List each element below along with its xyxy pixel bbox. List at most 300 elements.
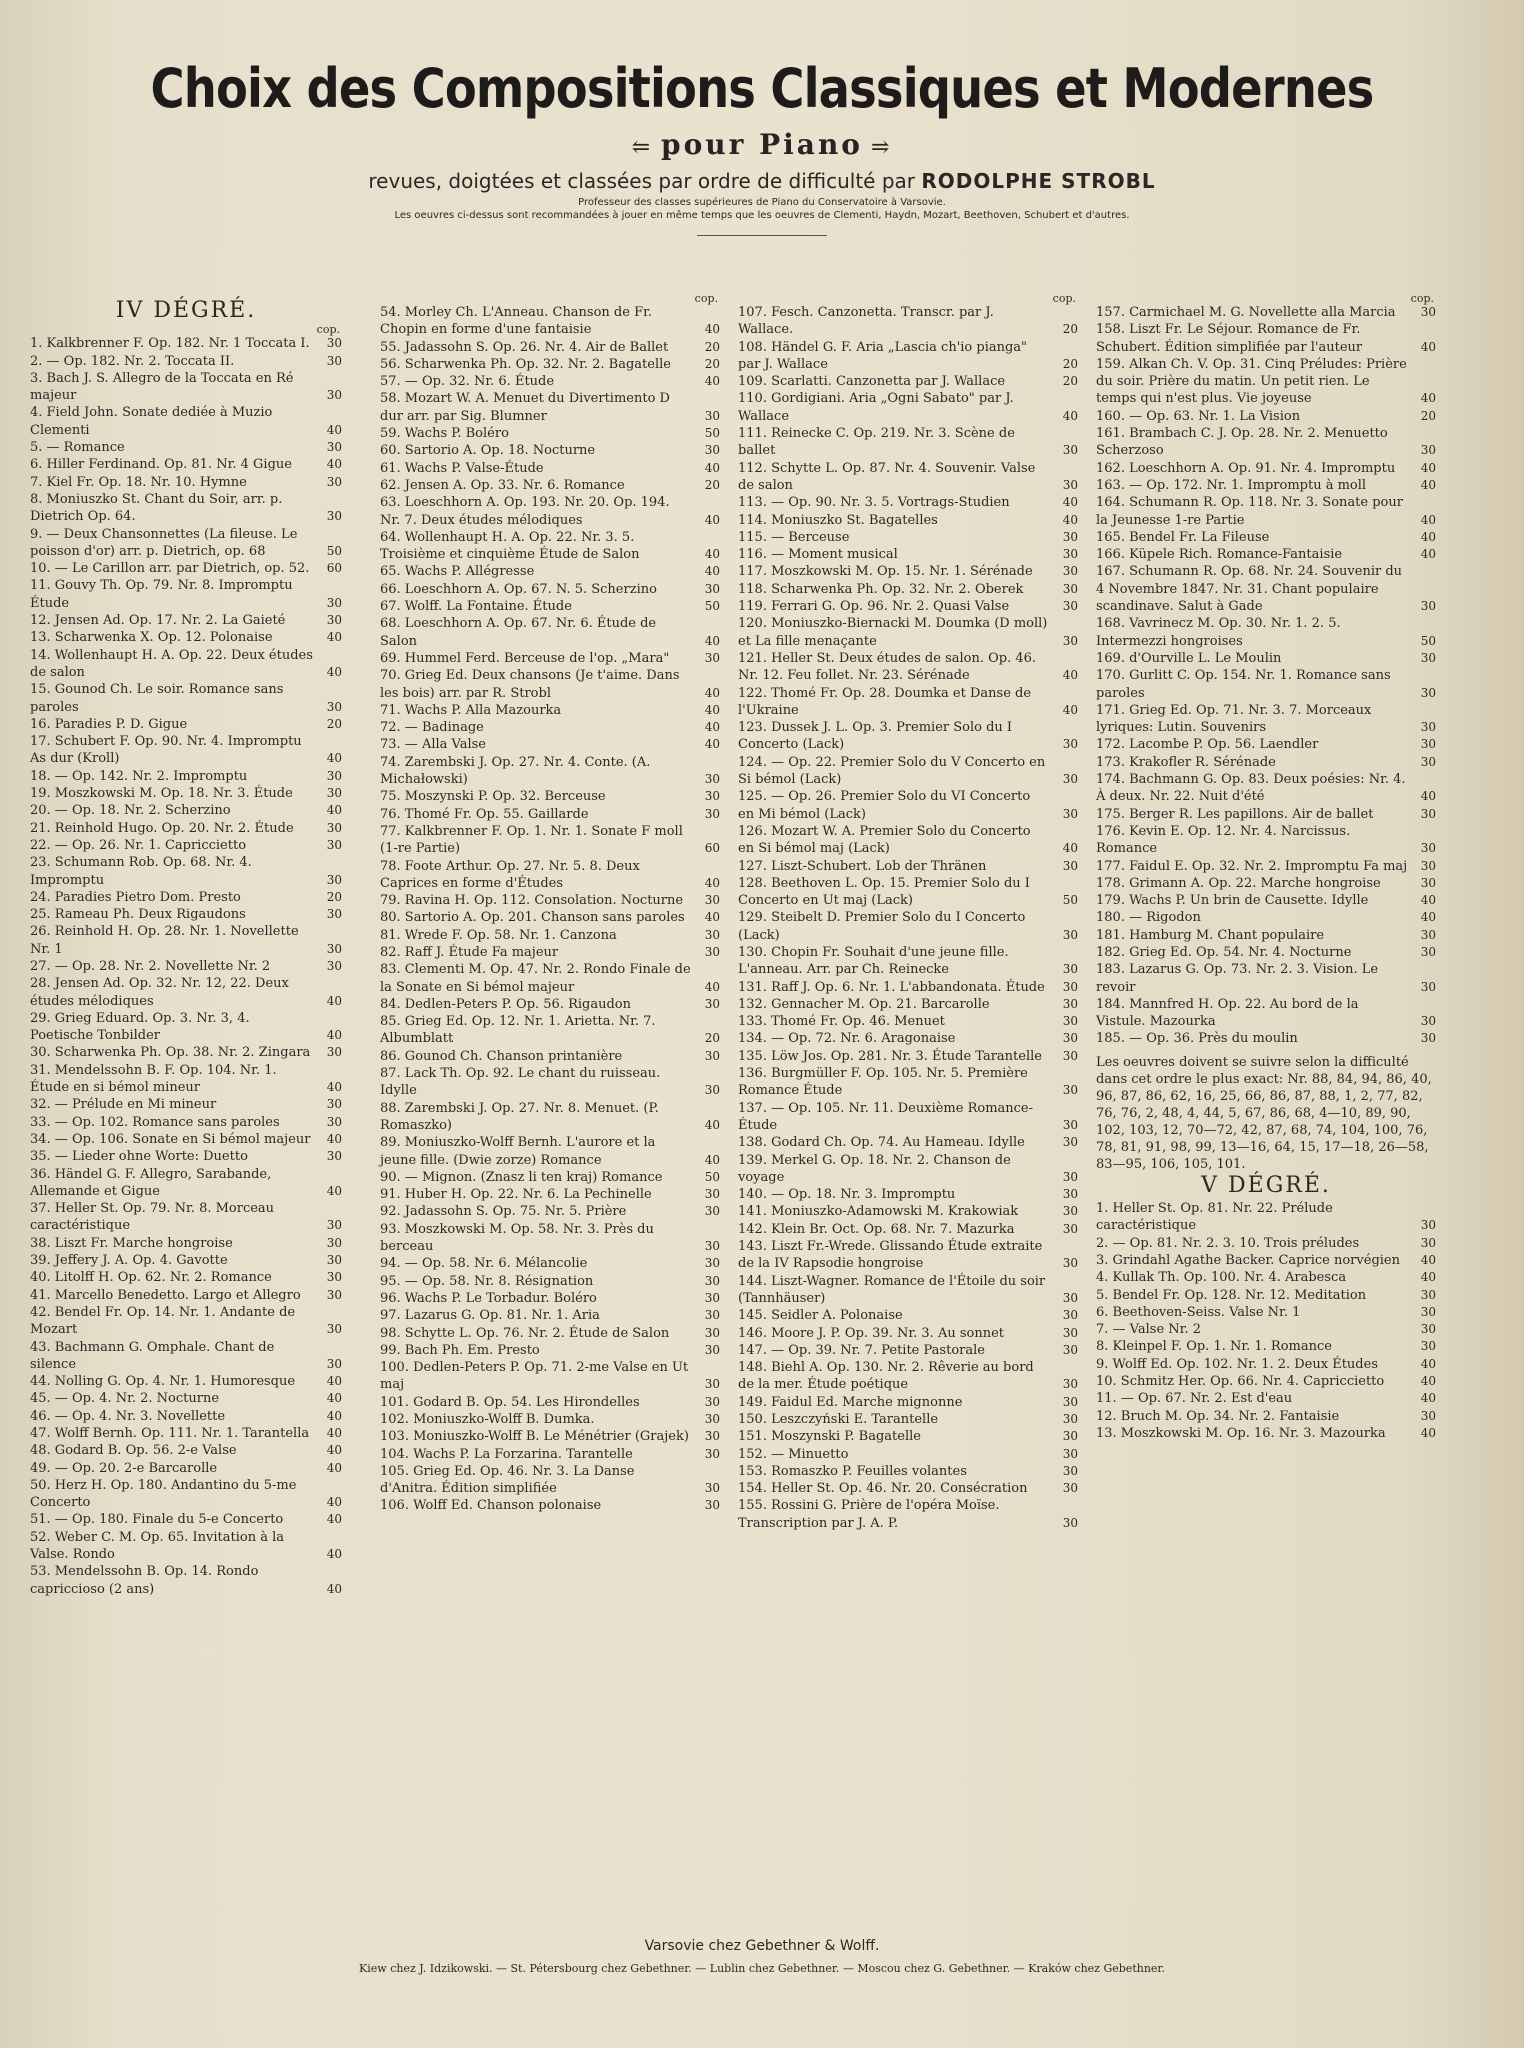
- entry-price: 30: [1062, 1429, 1078, 1444]
- catalogue-entry: [30, 1114, 342, 1131]
- entry-title: 72. — Badinage: [380, 720, 484, 736]
- entry-price: 30: [326, 699, 342, 714]
- entry-title: 160. — Op. 63. Nr. 1. La Vision: [1096, 408, 1301, 424]
- entry-title: 21. Reinhold Hugo. Op. 20. Nr. 2. Étude: [30, 820, 294, 836]
- catalogue-entry: [30, 1563, 342, 1598]
- entry-title: 123. Dussek J. L. Op. 3. Premier Solo du I Concerto (Lack): [738, 720, 1013, 753]
- entry-price: 30: [1062, 1308, 1078, 1323]
- entry-price: 40: [326, 1374, 342, 1389]
- entry-title: 16. Paradies P. D. Gigue: [30, 716, 188, 732]
- entry-price: 30: [1062, 1204, 1078, 1219]
- catalogue-entry: [380, 390, 720, 425]
- entry-price: 30: [326, 958, 342, 973]
- entry-price: 30: [704, 1256, 720, 1271]
- entry-price: 30: [1062, 858, 1078, 873]
- catalogue-entry: [1096, 996, 1436, 1031]
- catalogue-entry: [30, 526, 342, 561]
- entry-price: 40: [326, 1581, 342, 1596]
- entry-title: 159. Alkan Ch. V. Op. 31. Cinq Préludes: Prière du soir. Prière du matin. Un petit rien. Le temps qui n'est plus. Vie joyeuse: [1096, 356, 1407, 407]
- entry-price: 30: [1062, 1083, 1078, 1098]
- entry-title: 36. Händel G. F. Allegro, Sarabande, Allemande et Gigue: [30, 1166, 272, 1199]
- entry-price: 40: [1062, 512, 1078, 527]
- catalogue-entry: [380, 1342, 720, 1359]
- catalogue-entry: [30, 1287, 342, 1304]
- catalogue-entry: [30, 802, 342, 819]
- entry-price: 30: [326, 1287, 342, 1302]
- catalogue-entry: [380, 650, 720, 667]
- entry-title: 78. Foote Arthur. Op. 27. Nr. 5. 8. Deux Caprices en forme d'Études: [380, 858, 640, 891]
- entry-title: 173. Krakofler R. Sérénade: [1096, 754, 1276, 770]
- entry-title: 102. Moniuszko-Wolff B. Dumka.: [380, 1412, 595, 1427]
- entry-title: 29. Grieg Eduard. Op. 3. Nr. 3, 4. Poetische Tonbilder: [30, 1010, 250, 1044]
- entry-title: 152. — Minuetto: [738, 1446, 849, 1462]
- entry-price: 30: [704, 443, 720, 458]
- entry-title: 143. Liszt Fr.-Wrede. Glissando Étude extraite de la IV Rapsodie hongroise: [738, 1239, 1043, 1272]
- entry-title: 74. Zarembski J. Op. 27. Nr. 4. Conte. (A. Michałowski): [380, 754, 651, 788]
- catalogue-entry: [30, 404, 342, 439]
- entry-title: 51. — Op. 180. Finale du 5-e Concerto: [30, 1512, 284, 1528]
- catalogue-entry: [380, 1134, 720, 1169]
- catalogue-entry: [380, 996, 720, 1013]
- entry-price: 20: [326, 716, 342, 731]
- entry-price: 30: [1062, 1135, 1078, 1150]
- entry-title: 47. Wolff Bernh. Op. 111. Nr. 1. Tarantella: [30, 1426, 310, 1441]
- catalogue-entry: [1096, 1408, 1436, 1425]
- entry-price: 30: [704, 1412, 720, 1426]
- entry-title: 71. Wachs P. Alla Mazourka: [380, 702, 562, 718]
- catalogue-entry: [738, 1238, 1078, 1273]
- entry-title: 113. — Op. 90. Nr. 3. 5. Vortrags-Studien: [738, 495, 1010, 511]
- entry-title: 18. — Op. 142. Nr. 2. Impromptu: [30, 768, 248, 784]
- entry-title: 37. Heller St. Op. 79. Nr. 8. Morceau caractéristique: [30, 1201, 275, 1234]
- entry-title: 124. — Op. 22. Premier Solo du V Concerto en Si bémol (Lack): [738, 754, 1046, 788]
- entry-title: 10. — Le Carillon arr. par Dietrich, op. 52.: [30, 561, 310, 577]
- entry-title: 31. Mendelssohn B. F. Op. 104. Nr. 1. Étude en si bémol mineur: [30, 1062, 277, 1096]
- entry-price: 30: [704, 1481, 720, 1496]
- entry-title: 163. — Op. 172. Nr. 1. Impromptu à moll: [1096, 477, 1367, 493]
- entry-price: 40: [704, 564, 720, 579]
- entry-title: 56. Scharwenka Ph. Op. 32. Nr. 2. Bagatelle: [380, 356, 671, 372]
- entry-price: 30: [704, 1498, 720, 1513]
- entry-price: 40: [1420, 1374, 1436, 1389]
- entry-price: 30: [1420, 979, 1436, 994]
- entry-title: 118. Scharwenka Ph. Op. 32. Nr. 2. Oberek: [738, 581, 1024, 597]
- entry-title: 50. Herz H. Op. 180. Andantino du 5-me Concerto: [30, 1477, 297, 1511]
- catalogue-entry: [30, 1425, 342, 1442]
- entry-price: 30: [704, 1204, 720, 1219]
- entry-title: 12. Jensen Ad. Op. 17. Nr. 2. La Gaieté: [30, 613, 286, 629]
- entry-price: 40: [1062, 408, 1078, 423]
- catalogue-entry: [380, 1325, 720, 1342]
- entry-price: 30: [326, 595, 342, 610]
- entry-price: 30: [326, 613, 342, 628]
- entry-price: 30: [326, 474, 342, 489]
- entry-price: 50: [704, 599, 720, 614]
- price-header: cop.: [316, 323, 340, 337]
- catalogue-entry: [738, 546, 1078, 563]
- entry-price: 40: [704, 512, 720, 527]
- catalogue-entry: [380, 529, 720, 564]
- entry-title: 11. Gouvy Th. Op. 79. Nr. 8. Impromptu Étude: [30, 578, 293, 611]
- entry-price: 40: [326, 1028, 342, 1043]
- catalogue-entry: [30, 733, 342, 768]
- entry-price: 40: [1420, 529, 1436, 544]
- entry-title: 166. Küpele Rich. Romance-Fantaisie: [1096, 547, 1343, 563]
- entry-price: 30: [326, 907, 342, 922]
- entry-title: 151. Moszynski P. Bagatelle: [738, 1429, 921, 1445]
- author-name: RODOLPHE STROBL: [921, 169, 1156, 193]
- entry-price: 40: [704, 322, 720, 337]
- entry-title: 61. Wachs P. Valse-Étude: [380, 460, 544, 476]
- entry-price: 20: [704, 356, 720, 371]
- entry-price: 30: [704, 1048, 720, 1063]
- catalogue-entry: [30, 889, 342, 906]
- catalogue-entry: [1096, 858, 1436, 875]
- entry-price: 30: [1062, 806, 1078, 821]
- entry-price: 40: [704, 720, 720, 735]
- entry-price: 40: [1420, 1270, 1436, 1285]
- catalogue-list: [738, 304, 1078, 1532]
- entry-price: 30: [704, 772, 720, 787]
- catalogue-entry: [30, 1166, 342, 1201]
- catalogue-entry: [30, 1511, 342, 1528]
- entry-price: 40: [1420, 477, 1436, 492]
- catalogue-entry: [380, 356, 720, 373]
- entry-title: 52. Weber C. M. Op. 65. Invitation à la Valse. Rondo: [30, 1529, 285, 1563]
- entry-title: 134. — Op. 72. Nr. 6. Aragonaise: [738, 1031, 956, 1047]
- header: [0, 57, 1524, 236]
- entry-title: 64. Wollenhaupt H. A. Op. 22. Nr. 3. 5. Troisième et cinquième Étude de Salon: [380, 529, 640, 563]
- entry-title: 6. Hiller Ferdinand. Op. 81. Nr. 4 Gigue: [30, 457, 292, 473]
- catalogue-entry: [380, 373, 720, 390]
- entry-price: 30: [704, 996, 720, 1011]
- byline: [0, 169, 1524, 193]
- catalogue-entry: [380, 909, 720, 926]
- entry-title: 5. Bendel Fr. Op. 128. Nr. 12. Meditation: [1096, 1287, 1367, 1303]
- entry-price: 30: [1420, 1339, 1436, 1354]
- catalogue-entry: [738, 1359, 1078, 1394]
- entry-price: 30: [1062, 1169, 1078, 1184]
- entry-title: 42. Bendel Fr. Op. 14. Nr. 1. Andante de Mozart: [30, 1304, 296, 1338]
- catalogue-entry: [1096, 736, 1436, 753]
- catalogue-entry: [1096, 702, 1436, 737]
- entry-price: 30: [704, 1083, 720, 1098]
- catalogue-entry: [1096, 1030, 1436, 1047]
- entry-price: 30: [1420, 1408, 1436, 1423]
- entry-title: 175. Berger R. Les papillons. Air de ballet: [1096, 806, 1374, 822]
- entry-title: 101. Godard B. Op. 54. Les Hirondelles: [380, 1394, 640, 1410]
- catalogue-entry: [380, 1169, 720, 1186]
- catalogue-entry: [380, 1186, 720, 1203]
- entry-price: 40: [704, 374, 720, 389]
- entry-price: 20: [1062, 374, 1078, 389]
- catalogue-entry: [30, 1062, 342, 1097]
- entry-price: 30: [1062, 1031, 1078, 1046]
- catalogue-entry: [738, 719, 1078, 754]
- entry-price: 40: [1420, 460, 1436, 475]
- entry-title: 65. Wachs P. Allégresse: [380, 564, 535, 580]
- catalogue-entry: [1096, 961, 1436, 996]
- catalogue-entry: [1096, 1287, 1436, 1304]
- entry-title: 111. Reinecke C. Op. 219. Nr. 3. Scène de ballet: [738, 426, 1015, 459]
- entry-title: 46. — Op. 4. Nr. 3. Novellette: [30, 1408, 226, 1424]
- entry-price: 40: [326, 1443, 342, 1458]
- catalogue-entry: [738, 1342, 1078, 1359]
- entry-price: 30: [704, 1239, 720, 1254]
- entry-price: 30: [704, 1187, 720, 1202]
- catalogue-entry: [30, 491, 342, 526]
- catalogue-entry: [1096, 1200, 1436, 1235]
- entry-title: 80. Sartorio A. Op. 201. Chanson sans paroles: [380, 910, 685, 926]
- entry-price: 40: [326, 993, 342, 1008]
- entry-title: 1. Kalkbrenner F. Op. 182. Nr. 1 Toccata I.: [30, 336, 310, 352]
- entry-price: 30: [1420, 1322, 1436, 1337]
- catalogue-entry: [1096, 650, 1436, 667]
- entry-title: 125. — Op. 26. Premier Solo du VI Concerto en Mi bémol (Lack): [738, 789, 1031, 822]
- page-title: Choix des Compositions Classiques et Modernes: [150, 57, 1374, 120]
- entry-price: 50: [704, 426, 720, 441]
- catalogue-entry: [738, 1030, 1078, 1047]
- catalogue-entry: [1096, 1356, 1436, 1373]
- catalogue-entry: [1096, 1373, 1436, 1390]
- entry-price: 30: [1062, 737, 1078, 752]
- entry-price: 30: [1062, 1014, 1078, 1029]
- catalogue-entry: [30, 629, 342, 646]
- catalogue-entry: [1096, 892, 1436, 909]
- catalogue-entry: [30, 612, 342, 629]
- catalogue-entry: [30, 906, 342, 923]
- entry-title: 114. Moniuszko St. Bagatelles: [738, 512, 938, 528]
- catalogue-entry: [738, 1428, 1078, 1445]
- catalogue-entry: [738, 1480, 1078, 1497]
- entry-price: 40: [704, 702, 720, 717]
- entry-price: 30: [1062, 1515, 1078, 1530]
- entry-title: 76. Thomé Fr. Op. 55. Gaillarde: [380, 806, 589, 822]
- entry-price: 30: [1062, 599, 1078, 614]
- catalogue-entry: [30, 577, 342, 612]
- entry-price: 40: [326, 664, 342, 679]
- catalogue-entry: [1096, 615, 1436, 650]
- catalogue-entry: [738, 1394, 1078, 1411]
- catalogue-entry: [738, 425, 1078, 460]
- catalogue-entry: [738, 979, 1078, 996]
- entry-title: 70. Grieg Ed. Deux chansons (Je t'aime. Dans les bois) arr. par R. Strobl: [380, 668, 680, 701]
- entry-title: 162. Loeschhorn A. Op. 91. Nr. 4. Impromptu: [1096, 460, 1396, 476]
- entry-title: 7. — Valse Nr. 2: [1096, 1322, 1201, 1338]
- entry-price: 20: [704, 339, 720, 354]
- entry-price: 40: [704, 547, 720, 562]
- entry-price: 30: [704, 789, 720, 804]
- entry-price: 40: [1420, 910, 1436, 925]
- catalogue-entry: [738, 339, 1078, 374]
- catalogue-entry: [30, 1460, 342, 1477]
- entry-title: 91. Huber H. Op. 22. Nr. 6. La Pechinelle: [380, 1187, 652, 1203]
- entry-price: 40: [1420, 512, 1436, 527]
- entry-price: 40: [1420, 1252, 1436, 1267]
- entry-price: 30: [1420, 754, 1436, 769]
- entry-title: 28. Jensen Ad. Op. 32. Nr. 12, 22. Deux études mélodiques: [30, 976, 289, 1009]
- entry-price: 40: [1062, 702, 1078, 717]
- entry-price: 30: [704, 927, 720, 942]
- author-title: Professeur des classes supérieures de Piano du Conservatoire à Varsovie.: [578, 197, 946, 208]
- catalogue-entry: [1096, 771, 1436, 806]
- catalogue-entry: [738, 563, 1078, 580]
- catalogue-entry: [738, 1186, 1078, 1203]
- entry-title: 13. Moszkowski M. Op. 16. Nr. 3. Mazourka: [1096, 1425, 1386, 1441]
- entry-title: 8. Moniuszko St. Chant du Soir, arr. p. Dietrich Op. 64.: [30, 491, 283, 525]
- entry-title: 158. Liszt Fr. Le Séjour. Romance de Fr. Schubert. Édition simplifiée par l'auteur: [1096, 322, 1363, 355]
- entry-price: 30: [1062, 477, 1078, 492]
- catalogue-entry: [30, 1010, 342, 1045]
- entry-title: 167. Schumann R. Op. 68. Nr. 24. Souvenir du 4 Novembre 1847. Nr. 31. Chant populaire scandinave. Salut à Gade: [1096, 564, 1403, 615]
- entry-price: 40: [1062, 668, 1078, 683]
- entry-price: 30: [704, 893, 720, 908]
- entry-price: 60: [326, 561, 342, 576]
- entry-price: 50: [1420, 633, 1436, 648]
- catalogue-entry: [380, 1100, 720, 1135]
- entry-price: 30: [1062, 1412, 1078, 1426]
- catalogue-entry: [738, 685, 1078, 720]
- entry-price: 40: [326, 803, 342, 818]
- entry-title: 2. — Op. 182. Nr. 2. Toccata II.: [30, 353, 235, 369]
- catalogue-entry: [1096, 408, 1436, 425]
- entry-price: 30: [326, 786, 342, 801]
- entry-title: 168. Vavrinecz M. Op. 30. Nr. 1. 2. 5. Intermezzi hongroises: [1096, 616, 1341, 649]
- catalogue-entry: [738, 1411, 1078, 1428]
- entry-price: 30: [326, 1322, 342, 1337]
- entry-title: 79. Ravina H. Op. 112. Consolation. Nocturne: [380, 893, 684, 909]
- catalogue-entry: [30, 975, 342, 1010]
- catalogue-entry: [30, 716, 342, 733]
- entry-price: 30: [1062, 927, 1078, 942]
- catalogue-entry: [380, 581, 720, 598]
- entry-price: 30: [1420, 841, 1436, 856]
- catalogue-entry: [380, 339, 720, 356]
- catalogue-entry: [30, 474, 342, 491]
- catalogue-entry: [30, 681, 342, 716]
- catalogue-entry: [380, 719, 720, 736]
- entry-price: 30: [1062, 547, 1078, 562]
- catalogue-entry: [1096, 927, 1436, 944]
- catalogue-entry: [30, 923, 342, 958]
- entry-price: 30: [1062, 1446, 1078, 1461]
- entry-title: 82. Raff J. Étude Fa majeur: [380, 944, 559, 960]
- entry-title: 17. Schubert F. Op. 90. Nr. 4. Impromptu As dur (Kroll): [30, 734, 302, 767]
- entry-price: 40: [704, 1117, 720, 1132]
- subtitle-text: pour Piano: [661, 128, 863, 161]
- catalogue-entry: [738, 304, 1078, 339]
- entry-title: 83. Clementi M. Op. 47. Nr. 2. Rondo Finale de la Sonate en Si bémol majeur: [380, 962, 691, 995]
- catalogue-entry: [738, 1273, 1078, 1308]
- entry-price: 30: [1420, 858, 1436, 873]
- entry-title: 135. Löw Jos. Op. 281. Nr. 3. Étude Tarantelle: [738, 1048, 1042, 1064]
- catalogue-list: [1096, 1200, 1436, 1442]
- catalogue-entry: [380, 736, 720, 753]
- entry-price: 30: [704, 944, 720, 959]
- entry-price: 30: [326, 1235, 342, 1250]
- entry-price: 30: [326, 872, 342, 887]
- entry-title: 38. Liszt Fr. Marche hongroise: [30, 1235, 233, 1251]
- catalogue-entry: [1096, 1304, 1436, 1321]
- entry-title: 34. — Op. 106. Sonate en Si bémol majeur: [30, 1131, 311, 1147]
- entry-title: 104. Wachs P. La Forzarina. Tarantelle: [380, 1446, 633, 1462]
- entry-price: 40: [1420, 547, 1436, 562]
- recommendation-note: Les oeuvres ci-dessus sont recommandées à jouer en même temps que les oeuvres de Clementi, Haydn, Mozart, Beethoven, Schubert et d'autres.: [394, 210, 1130, 221]
- entry-title: 100. Dedlen-Peters P. Op. 71. 2-me Valse en Ut maj: [380, 1360, 689, 1393]
- entry-title: 54. Morley Ch. L'Anneau. Chanson de Fr. Chopin en forme d'une fantaisie: [380, 305, 653, 338]
- entry-title: 116. — Moment musical: [738, 547, 898, 563]
- catalogue-entry: [380, 1307, 720, 1324]
- catalogue-entry: [30, 958, 342, 975]
- entry-price: 30: [326, 509, 342, 524]
- degree-heading-iv: IV DÉGRÉ.: [115, 298, 257, 323]
- entry-price: 30: [1420, 720, 1436, 735]
- entry-title: 75. Moszynski P. Op. 32. Berceuse: [380, 789, 606, 805]
- entry-price: 60: [704, 841, 720, 856]
- catalogue-entry: [30, 1148, 342, 1165]
- entry-price: 40: [704, 1152, 720, 1167]
- entry-price: 40: [1420, 1356, 1436, 1371]
- catalogue-entry: [380, 1394, 720, 1411]
- entry-title: 43. Bachmann G. Omphale. Chant de silence: [30, 1339, 275, 1372]
- entry-title: 25. Rameau Ph. Deux Rigaudons: [30, 907, 246, 923]
- entry-title: 107. Fesch. Canzonetta. Transcr. par J. Wallace.: [738, 305, 994, 338]
- entry-title: 69. Hummel Ferd. Berceuse de l'op. „Mara": [380, 650, 670, 666]
- entry-title: 55. Jadassohn S. Op. 26. Nr. 4. Air de Ballet: [380, 339, 669, 355]
- catalogue-entry: [1096, 546, 1436, 563]
- catalogue-entry: [380, 598, 720, 615]
- entry-title: 119. Ferrari G. Op. 96. Nr. 2. Quasi Valse: [738, 599, 1010, 615]
- catalogue-entry: [380, 1273, 720, 1290]
- entry-title: 130. Chopin Fr. Souhait d'une jeune fille. L'anneau. Arr. par Ch. Reinecke: [738, 944, 1009, 978]
- entry-price: 30: [326, 353, 342, 368]
- entry-title: 67. Wolff. La Fontaine. Étude: [380, 599, 572, 615]
- entry-title: 179. Wachs P. Un brin de Causette. Idylle: [1096, 893, 1369, 909]
- entry-price: 50: [1062, 893, 1078, 908]
- entry-title: 13. Scharwenka X. Op. 12. Polonaise: [30, 630, 273, 646]
- entry-title: 177. Faidul E. Op. 32. Nr. 2. Impromptu Fa maj: [1096, 858, 1408, 874]
- entry-title: 150. Leszczyński E. Tarantelle: [738, 1412, 939, 1427]
- catalogue-entry: [380, 1013, 720, 1048]
- divider: [697, 235, 827, 236]
- entry-title: 9. Wolff Ed. Op. 102. Nr. 1. 2. Deux Études: [1096, 1356, 1378, 1372]
- catalogue-entry: [380, 961, 720, 996]
- subtitle: [0, 128, 1524, 161]
- catalogue-entry: [1096, 944, 1436, 961]
- catalogue-entry: [1096, 304, 1436, 321]
- entry-price: 30: [326, 768, 342, 783]
- catalogue-entry: [738, 1134, 1078, 1151]
- entry-price: 30: [1062, 1325, 1078, 1340]
- entry-title: 10. Schmitz Her. Op. 66. Nr. 4. Capriccietto: [1096, 1374, 1385, 1390]
- catalogue-entry: [30, 1044, 342, 1061]
- catalogue-entry: [1096, 754, 1436, 771]
- entry-price: 30: [326, 336, 342, 351]
- catalogue-entry: [380, 892, 720, 909]
- entry-price: 30: [704, 408, 720, 423]
- entry-price: 30: [1062, 772, 1078, 787]
- column-3: [738, 294, 1078, 1532]
- entry-title: 139. Merkel G. Op. 18. Nr. 2. Chanson de voyage: [738, 1152, 1011, 1185]
- entry-price: 20: [704, 1031, 720, 1046]
- entry-price: 30: [326, 1253, 342, 1268]
- entry-title: 89. Moniuszko-Wolff Bernh. L'aurore et la jeune fille. (Dwie zorze) Romance: [380, 1135, 656, 1168]
- catalogue-entry: [30, 1304, 342, 1339]
- entry-price: 20: [1420, 408, 1436, 423]
- entry-price: 30: [704, 1325, 720, 1340]
- entry-title: 62. Jensen A. Op. 33. Nr. 6. Romance: [380, 477, 625, 493]
- entry-title: 39. Jeffery J. A. Op. 4. Gavotte: [30, 1253, 228, 1269]
